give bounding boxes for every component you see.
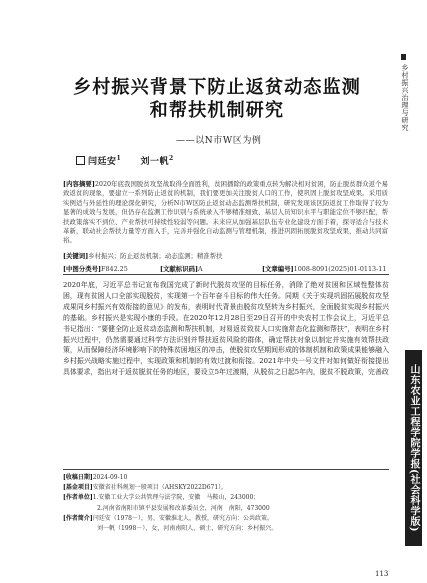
id-label: [文章编号] [262,265,294,273]
footnote-divider [63,469,389,470]
affil-2-value: 2.河南省南阳市镇平县发展和改革委员会，河南 南阳，473000 [97,504,270,512]
article-title: 乡村振兴背景下防止返贫动态监测和帮扶机制研究 [73,77,361,121]
doc-code [160,264,203,273]
clc-label: [中图分类号] [63,265,102,273]
keywords-label: [关键词] [63,252,89,260]
fund-value: 安徽省社科规划一般项目（AHSKY2022D671）。 [92,484,228,492]
clc-number [63,264,128,273]
affil-1-value: 1.安徽工业大学公共管理与法学院，安徽 马鞍山，243000； [92,494,260,502]
affil-label: [作者单位] [63,494,93,502]
author-1: 闫廷安 [88,157,117,167]
abstract [63,180,388,246]
footnote-affil-2 [63,504,389,514]
author-2-sup: 2 [169,155,174,162]
body-paragraph: 2020年底，习近平总书记宣布我国完成了新时代脱贫攻坚的目标任务，消除了绝对贫困和区域性整体贫困，现有贫困人口全部实现脱贫，实现第一个百年奋斗目标的伟大任务。同期《关于实现巩固拓展脱贫攻坚成果同乡村振兴有效衔接的意见》的发布，表明时代背景由脱贫攻坚转为乡村振兴，全面脱贫实现乡村振兴的基础。乡村振兴是实现小康的手段。在2020年12月28日至29日召开的中央农村工作会议上，习近平总书记指出：“要健全防止返贫动态监测和帮扶机制，对易返贫致贫人口实施常态化监测和帮扶”，表明在乡村振兴过程中，仍然需要通过科学方法识别并帮扶返贫风险的群体，确定帮扶对象以制定并实施有效帮扶政策，从而保障经济环境影响下的特殊贫困地区的冲击，使脱贫攻坚期间形成的体制机制和政策成果能够融入乡村振兴战略实施过程中，实现政策和机制的有效过渡和衔接。2021年中央一号文件对如何做好衔接提出具体要求，指出对于返贫脱贫任务的地区，要设立5年过渡期，从脱贫之日起5年内，脱贫不脱政策，完善政 [63,281,389,377]
header-divider [63,274,389,275]
footnote-bio-2 [63,524,389,534]
section-marker [401,54,406,60]
section-label: 乡村振兴治理与研究 [401,64,409,132]
authors [76,154,174,167]
bio-1-value: 闫廷安（1978－），男，安徽淮北人，教授，研究方向：公共政策。 [92,514,273,522]
page-number: 113 [375,570,389,578]
abstract-label: [内容摘要] [63,180,95,188]
bio-2-value: 刘一帆（1998－），女，河南南阳人，硕士，研究方向：乡村振兴。 [97,525,278,533]
article-subtitle: ——以N市W区为例 [176,136,262,146]
received-value: 2024-09-10 [92,474,128,481]
abstract-text: 2020年底我国脱贫攻坚战取得全面胜利，贫困播除的政策重点转为解决相对贫困，防止脱贫群众返个易致返贫的现象，要建立一系列防止返贫的机制，我们要更加关注脱贫人口的工作，使巩固上脱贫攻坚成果。采用质实例适与外延性的理论深化研究，分析N市W区防止返贫动态监测帮扶机制，研究发现该区防返贫工作取得了较为显著的成效与发展，但仍存在监测工作识别与系统录入不够精准细致、基层人员知识水平与职能定位不够匹配，帮扶政策落实不到位、产业帮扶可持续性较弱等问题。未来应从加强基层队伍专业化建设方面手着，探寻适合与技术革新，联动社会帮扶力量等方面入手，完善并强化自动监测与管理机制，推进巩固拓展脱贫攻坚成果，推动共同富裕。 [63,180,388,245]
footnote-received [63,473,389,483]
id-value: 1008-8091(2025)01-0113-11 [293,265,387,273]
footnote-bio-1 [63,514,389,524]
keywords-text: 乡村振兴；防止返贫机制；动态监测；精准帮扶 [88,252,223,260]
journal-name-tab: 山东农业工程学院学报(社会科学版) [405,350,422,546]
doc-value: A [198,265,203,273]
article-id [262,264,386,273]
keywords [63,251,388,260]
fund-label: [基金项目] [63,484,93,492]
author-box-icon [76,156,85,165]
author-2: 刘一帆 [140,157,169,167]
clc-value: F842.25 [101,265,128,273]
doc-label: [文献标识码] [160,265,199,273]
bio-label: [作者简介] [63,514,93,522]
author-1-sup: 1 [116,155,122,162]
footnotes [63,473,389,534]
footnote-affil-1 [63,493,389,503]
footnote-fund [63,483,389,493]
received-label: [收稿日期] [63,474,93,481]
